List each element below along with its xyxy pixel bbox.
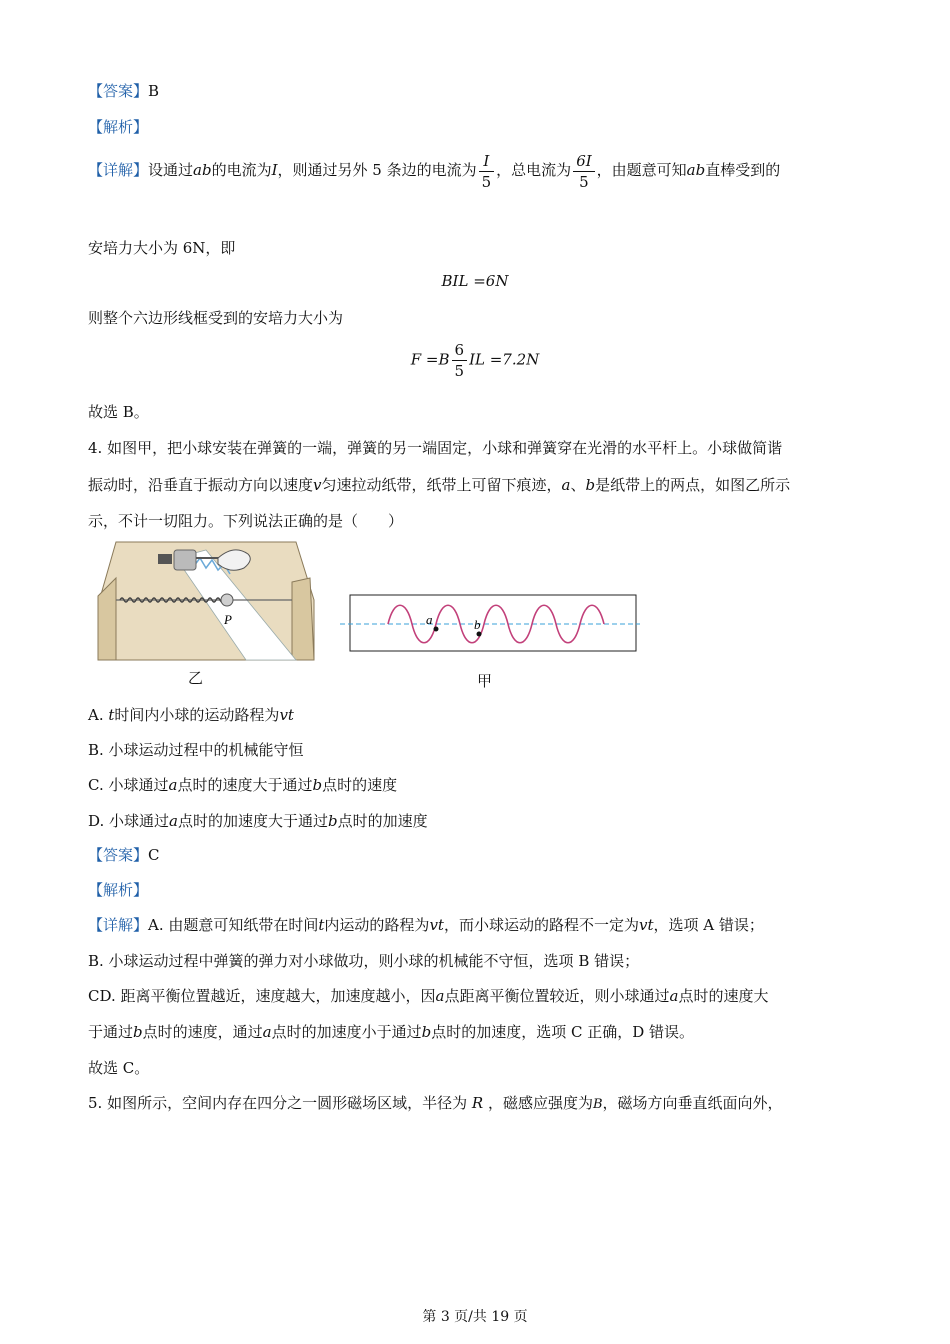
text: 直棒受到的 — [705, 161, 781, 179]
var: vt — [638, 916, 654, 934]
q3-detail-line-2: 安培力大小为 6N，即 — [88, 239, 236, 257]
label-p: P — [224, 612, 232, 627]
text: 点时的加速度大于通过 — [177, 812, 328, 830]
frac-num: I — [479, 151, 495, 172]
fraction-i-over-5 — [479, 151, 495, 192]
frac-den: 5 — [579, 172, 589, 191]
q3-analysis-line — [88, 117, 148, 137]
option-c — [88, 775, 397, 795]
text: CD. 距离平衡位置越近，速度越大，加速度越小，因 — [88, 987, 436, 1005]
text: 、 — [570, 476, 586, 494]
ball — [221, 594, 233, 606]
text: 点时的加速度，选项 C 正确，D 错误。 — [431, 1023, 695, 1041]
caption-yi: 甲 — [477, 672, 493, 690]
q4-conclusion: 故选 C。 — [88, 1059, 150, 1077]
q4-detail-line-2: B. 小球运动过程中弹簧的弹力对小球做功，则小球的机械能不守恒，选项 B 错误； — [88, 952, 640, 970]
point-a — [434, 627, 439, 632]
text: 点时的速度，通过 — [142, 1023, 263, 1041]
frac-den: 5 — [454, 362, 465, 380]
text: A. 由题意可知纸带在时间 — [148, 916, 319, 934]
var: b — [312, 776, 323, 794]
figure-jia-spring-apparatus — [96, 538, 316, 664]
right-stand — [292, 578, 314, 660]
var: vt — [429, 916, 444, 934]
text: ，而小球运动的路程不一定为 — [443, 916, 639, 934]
text: 点时的速度大 — [678, 987, 769, 1005]
var: b — [133, 1023, 143, 1041]
figure-yi-tape-wave — [340, 593, 640, 653]
text: 点时的速度大于通过 — [177, 776, 313, 794]
text: 点时的加速度 — [337, 812, 428, 830]
text: 匀速拉动纸带，纸带上可留下痕迹， — [321, 476, 562, 494]
var: vt — [279, 706, 294, 724]
var: a — [169, 812, 178, 830]
q4-stem-line-2 — [88, 475, 790, 495]
var: ab — [686, 161, 706, 179]
caption-jia: 乙 — [188, 669, 204, 687]
var: t — [318, 916, 325, 934]
tape-frame — [350, 595, 636, 651]
var: I — [271, 161, 278, 179]
point-b — [477, 632, 482, 637]
text: D. 小球通过 — [88, 812, 170, 830]
text: 5. 如图所示，空间内存在四分之一圆形磁场区域，半径为 — [88, 1094, 468, 1112]
text: 的电流为 — [211, 161, 272, 179]
q4-analysis-line — [88, 880, 148, 900]
text: ，选项 A 错误； — [653, 916, 764, 934]
var: a — [262, 1023, 272, 1041]
var: B — [592, 1097, 603, 1112]
eq-left: F =B — [410, 350, 450, 369]
answer-value: B — [148, 82, 160, 100]
fixed-block — [158, 554, 172, 564]
text: 是纸带上的两点，如图乙所示 — [595, 476, 791, 494]
var: v — [313, 476, 322, 494]
text: 设通过 — [148, 161, 194, 179]
text: ，由题意可知 — [596, 161, 687, 179]
q4-answer-line — [88, 845, 160, 865]
analysis-tag: 【解析】 — [88, 118, 149, 136]
var: ab — [193, 161, 212, 179]
var: t — [108, 706, 115, 724]
text: ，磁场方向垂直纸面向外， — [602, 1094, 783, 1112]
var: a — [168, 776, 178, 794]
text: 时间内小球的运动路程为 — [114, 706, 280, 724]
q4-detail-line-3 — [88, 986, 768, 1006]
detail-tag: 【详解】 — [88, 916, 149, 934]
answer-value: C — [148, 846, 160, 864]
q4-detail-line-4 — [88, 1022, 694, 1042]
option-b: B. 小球运动过程中的机械能守恒 — [88, 741, 304, 759]
q3-detail-line-1 — [88, 150, 780, 192]
fraction-6-over-5 — [452, 340, 468, 381]
var: a — [435, 987, 445, 1005]
fraction-6i-over-5 — [573, 151, 594, 192]
frac-den: 5 — [481, 172, 492, 191]
frac-num: 6 — [452, 340, 468, 361]
label-b: b — [474, 617, 481, 632]
var: a — [561, 476, 571, 494]
option-a — [88, 705, 294, 725]
text: 内运动的路程为 — [324, 916, 430, 934]
eq-right: IL =7.2N — [469, 350, 540, 369]
text: 点时的加速度小于通过 — [271, 1023, 422, 1041]
equation-bil: BIL =6N — [441, 272, 509, 290]
q3-detail-line-3: 则整个六边形线框受到的安培力大小为 — [88, 309, 344, 327]
label-a: a — [426, 612, 433, 627]
text: 点距离平衡位置较近，则小球通过 — [444, 987, 670, 1005]
var: R — [471, 1094, 484, 1112]
option-d — [88, 811, 428, 831]
answer-tag: 【答案】 — [88, 82, 149, 100]
text: 点时的速度 — [322, 776, 398, 794]
left-stand — [98, 578, 116, 660]
text: ，则通过另外 5 条边的电流为 — [277, 161, 477, 179]
q3-answer-line — [88, 81, 159, 101]
text: A. — [88, 706, 104, 724]
text: 振动时，沿垂直于振动方向以速度 — [88, 476, 314, 494]
roller — [174, 550, 196, 570]
answer-tag: 【答案】 — [88, 846, 149, 864]
text: ，磁感应强度为 — [487, 1094, 593, 1112]
frac-num: 6I — [573, 151, 594, 172]
text: 于通过 — [88, 1023, 134, 1041]
var: b — [585, 476, 596, 494]
var: b — [328, 812, 338, 830]
page-footer: 第 3 页/共 19 页 — [422, 1309, 528, 1325]
q4-stem-line-3: 示，不计一切阻力。下列说法正确的是（ ） — [88, 512, 404, 530]
var: a — [669, 987, 679, 1005]
q3-conclusion: 故选 B。 — [88, 403, 149, 421]
text: ，总电流为 — [496, 161, 572, 179]
q4-stem-line-1: 4. 如图甲，把小球安装在弹簧的一端，弹簧的另一端固定，小球和弹簧穿在光滑的水平杆上。小球做简谐 — [88, 439, 783, 457]
detail-tag: 【详解】 — [88, 161, 149, 179]
var: b — [421, 1023, 432, 1041]
text: C. 小球通过 — [88, 776, 169, 794]
analysis-tag: 【解析】 — [88, 881, 149, 899]
q4-detail-line-1 — [88, 915, 764, 935]
q5-stem-line-1 — [88, 1093, 783, 1115]
equation-force — [0, 340, 950, 381]
